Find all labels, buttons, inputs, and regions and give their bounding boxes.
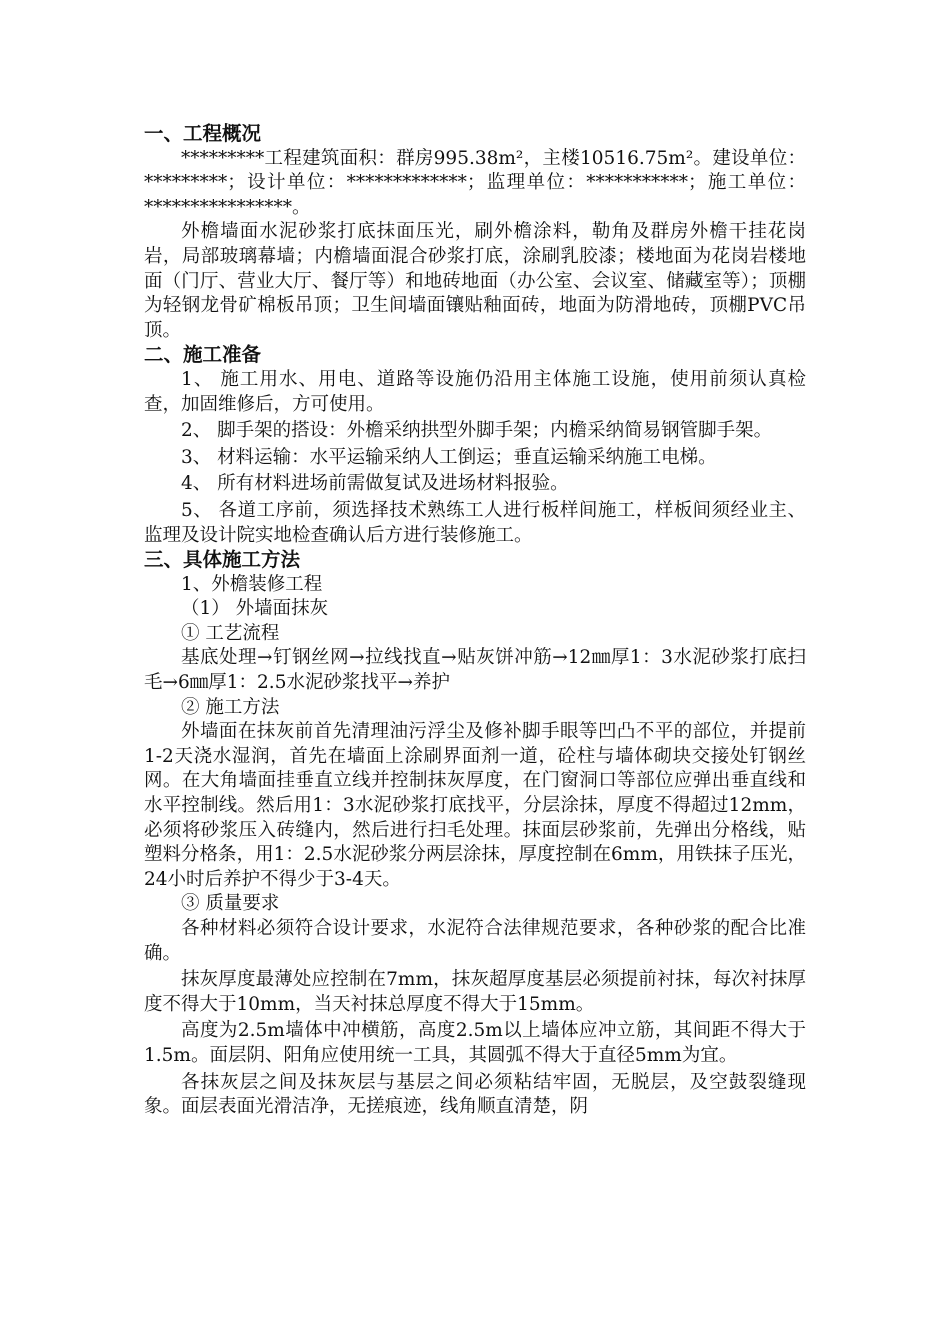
paragraph: 各种材料必须符合设计要求，水泥符合法律规范要求，各种砂浆的配合比准确。 xyxy=(144,918,806,964)
paragraph: 基底处理→钉钢丝网→拉线找直→贴灰饼冲筋→12㎜厚1：3水泥砂浆打底扫毛→6㎜厚1：2.5水泥砂浆找平→养护 xyxy=(144,647,806,694)
subheading: 1、外檐装修工程 xyxy=(181,573,323,595)
paragraph: 各抹灰层之间及抹灰层与基层之间必须粘结牢固，无脱层，及空鼓裂缝现象。面层表面光滑洁净，无搓痕迹，线角顺直清楚，阴 xyxy=(144,1071,806,1118)
subheading: （1） 外墙面抹灰 xyxy=(181,598,329,620)
subheading: ③ 质量要求 xyxy=(181,893,280,915)
paragraph: 3、 材料运输：水平运输采纳人工倒运；垂直运输采纳施工电梯。 xyxy=(181,446,717,468)
section-heading-preparation: 二、施工准备 xyxy=(144,343,262,367)
subheading: ② 施工方法 xyxy=(181,696,280,718)
paragraph: 2、 脚手架的搭设：外檐采纳拱型外脚手架；内檐采纳简易钢管脚手架。 xyxy=(181,420,773,442)
paragraph: 5、 各道工序前，须选择技术熟练工人进行板样间施工，样板间须经业主、监理及设计院实地检查确认后方进行装修施工。 xyxy=(144,499,806,546)
paragraph: 4、 所有材料进场前需做复试及进场材料报验。 xyxy=(181,473,569,495)
document-body xyxy=(144,122,806,1120)
subheading: ① 工艺流程 xyxy=(181,622,280,644)
paragraph: 外檐墙面水泥砂浆打底抹面压光，刷外檐涂料，勒角及群房外檐干挂花岗岩，局部玻璃幕墙；内檐墙面混合砂浆打底，涂刷乳胶漆；楼地面为花岗岩楼地面（门厅、营业大厅、餐厅等）和地砖地面（办公室、会议室、储藏室等）；顶棚为轻钢龙骨矿棉板吊顶；卫生间墙面镶贴釉面砖，地面为防滑地砖，顶棚PVC吊顶。 xyxy=(144,221,806,341)
paragraph: 抹灰厚度最薄处应控制在7mm，抹灰超厚度基层必须提前衬抹，每次衬抹厚度不得大于10mm，当天衬抹总厚度不得大于15mm。 xyxy=(144,969,806,1015)
paragraph: 1、 施工用水、用电、道路等设施仍沿用主体施工设施，使用前须认真检查，加固维修后，方可使用。 xyxy=(144,368,806,415)
paragraph: *********工程建筑面积：群房995.38m²，主楼10516.75m²。建设单位：*********；设计单位：*************；监理单位：***********；施工单位：****************。 xyxy=(144,147,806,218)
paragraph: 高度为2.5m墙体中冲横筋，高度2.5m以上墙体应冲立筋，其间距不得大于1.5m。面层阴、阳角应使用统一工具，其圆弧不得大于直径5mm为宜。 xyxy=(144,1020,806,1066)
paragraph: 外墙面在抹灰前首先清理油污浮尘及修补脚手眼等凹凸不平的部位，并提前1-2天浇水湿润，首先在墙面上涂刷界面剂一道，砼柱与墙体砌块交接处钉钢丝网。在大角墙面挂垂直立线并控制抹灰厚度，在门窗洞口等部位应弹出垂直线和水平控制线。然后用1：3水泥砂浆打底找平，分层涂抹，厚度不得超过12mm，必须将砂浆压入砖缝内，然后进行扫毛处理。抹面层砂浆前，先弹出分格线，贴塑料分格条，用1：2.5水泥砂浆分两层涂抹，厚度控制在6mm，用铁抹子压光，24小时后养护不得少于3-4天。 xyxy=(144,721,806,890)
section-heading-overview: 一、工程概况 xyxy=(144,122,262,145)
section-heading-methods: 三、具体施工方法 xyxy=(144,548,301,572)
